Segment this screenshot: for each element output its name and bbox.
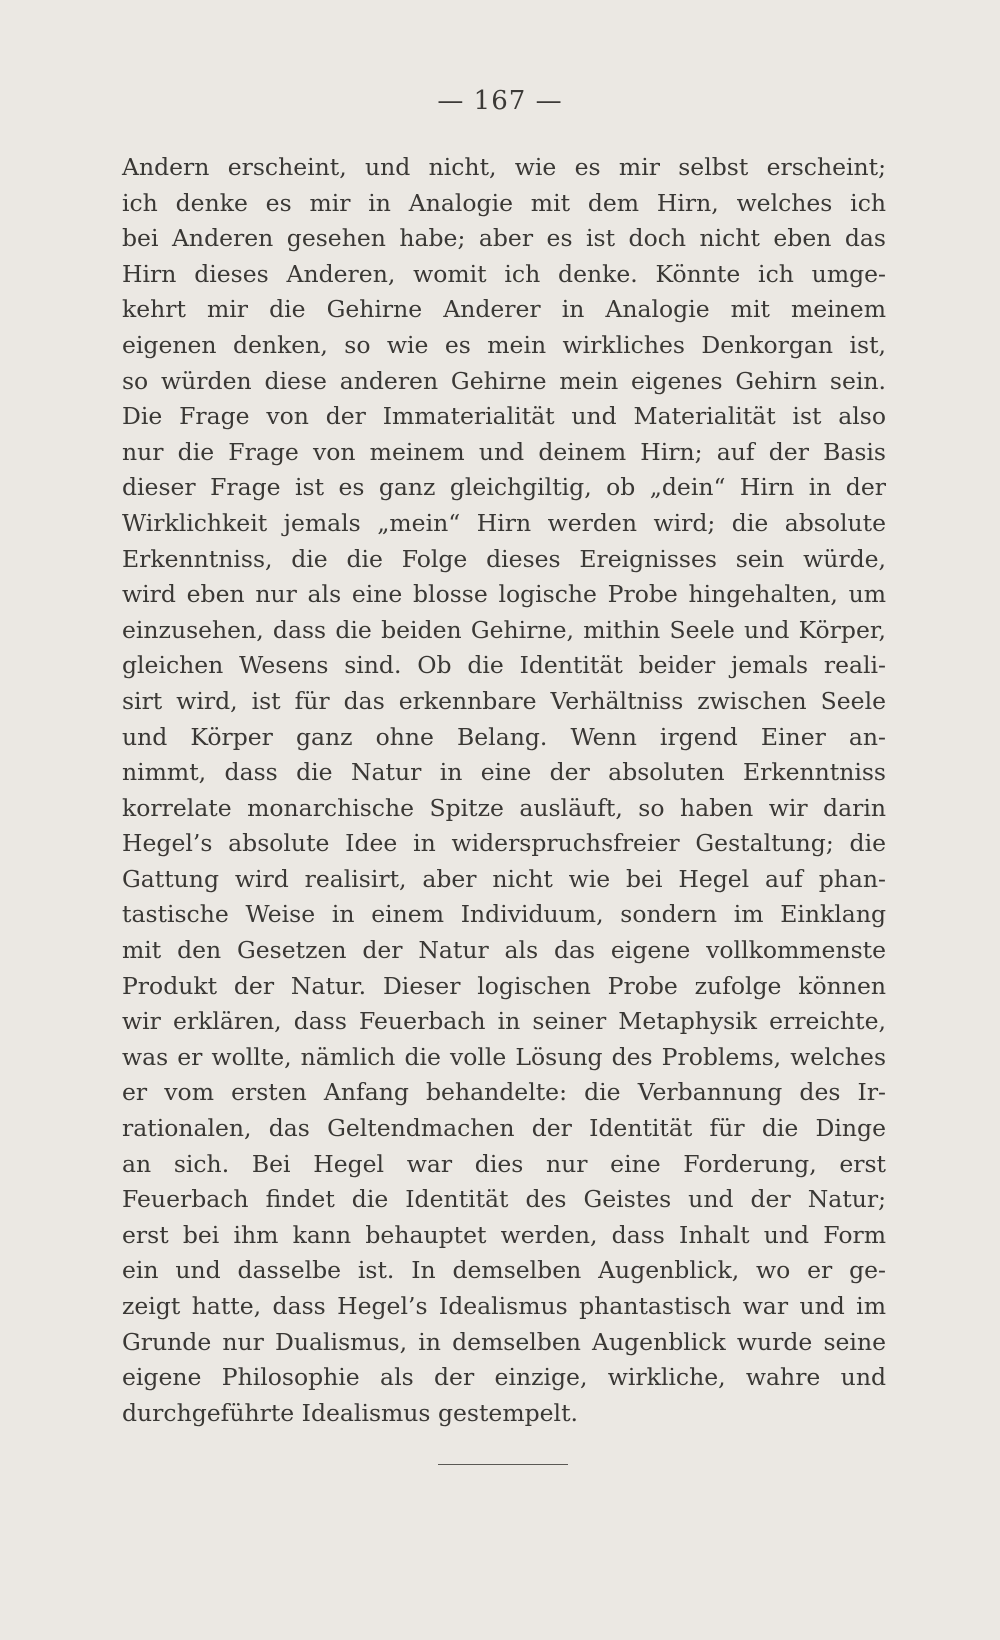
text-line: gleichen Wesens sind. Ob die Identität beider jemals reali- [122, 651, 886, 680]
text-line: so würden diese anderen Gehirne mein eigenes Gehirn sein. [122, 366, 886, 395]
body-text [122, 150, 886, 1431]
text-line: er vom ersten Anfang behandelte: die Verbannung des Ir- [122, 1078, 886, 1107]
text-line: Produkt der Natur. Dieser logischen Probe zufolge können [122, 971, 886, 1000]
text-line: Grunde nur Dualismus, in demselben Augenblick wurde seine [122, 1327, 886, 1356]
text-line: mit den Gesetzen der Natur als das eigene vollkommenste [122, 936, 886, 965]
text-line: zeigt hatte, dass Hegel’s Idealismus phantastisch war und im [122, 1292, 886, 1320]
text-line: was er wollte, nämlich die volle Lösung des Problems, welches [122, 1042, 886, 1071]
text-line: Hirn dieses Anderen, womit ich denke. Könnte ich umge- [122, 259, 886, 288]
text-line: durchgeführte Idealismus gestempelt. [122, 1398, 578, 1427]
text-line: wir erklären, dass Feuerbach in seiner Metaphysik erreichte, [122, 1007, 886, 1036]
text-line: Feuerbach findet die Identität des Geistes und der Natur; [122, 1185, 886, 1214]
text-line: eigene Philosophie als der einzige, wirkliche, wahre und [122, 1363, 886, 1392]
text-line: korrelate monarchische Spitze ausläuft, so haben wir darin [122, 793, 886, 822]
text-line: Andern erscheint, und nicht, wie es mir selbst erscheint; [122, 153, 886, 181]
text-line: kehrt mir die Gehirne Anderer in Analogie mit meinem [122, 295, 886, 324]
text-line: eigenen denken, so wie es mein wirkliches Denkorgan ist, [122, 330, 886, 359]
text-line: erst bei ihm kann behauptet werden, dass Inhalt und Form [122, 1220, 886, 1249]
page-number: — 167 — [437, 86, 563, 116]
text-line: Erkenntniss, die die Folge dieses Ereignisses sein würde, [122, 544, 886, 573]
text-line: dieser Frage ist es ganz gleichgiltig, ob „dein“ Hirn in der [122, 473, 886, 502]
text-line: Wirklichkeit jemals „mein“ Hirn werden wird; die absolute [122, 508, 886, 537]
text-line: tastische Weise in einem Individuum, sondern im Einklang [122, 900, 886, 929]
text-line: und Körper ganz ohne Belang. Wenn irgend Einer an- [122, 722, 886, 751]
text-line: wird eben nur als eine blosse logische Probe hingehalten, um [122, 580, 886, 609]
text-line: Die Frage von der Immaterialität und Materialität ist also [122, 402, 886, 431]
closing-rule [438, 1464, 568, 1465]
text-line: einzusehen, dass die beiden Gehirne, mithin Seele und Körper, [122, 615, 886, 644]
text-line: rationalen, das Geltendmachen der Identität für die Dinge [122, 1114, 886, 1143]
text-line: Gattung wird realisirt, aber nicht wie bei Hegel auf phan- [122, 864, 886, 893]
text-line: nur die Frage von meinem und deinem Hirn; auf der Basis [122, 437, 886, 466]
text-line: Hegel’s absolute Idee in widerspruchsfreier Gestaltung; die [122, 829, 886, 858]
text-line: bei Anderen gesehen habe; aber es ist doch nicht eben das [122, 224, 886, 253]
text-line: nimmt, dass die Natur in eine der absoluten Erkenntniss [122, 758, 886, 787]
text-line: an sich. Bei Hegel war dies nur eine Forderung, erst [122, 1149, 886, 1178]
text-line: ich denke es mir in Analogie mit dem Hirn, welches ich [122, 188, 886, 217]
text-line: sirt wird, ist für das erkennbare Verhältniss zwischen Seele [122, 686, 886, 715]
text-line: ein und dasselbe ist. In demselben Augenblick, wo er ge- [122, 1256, 886, 1285]
